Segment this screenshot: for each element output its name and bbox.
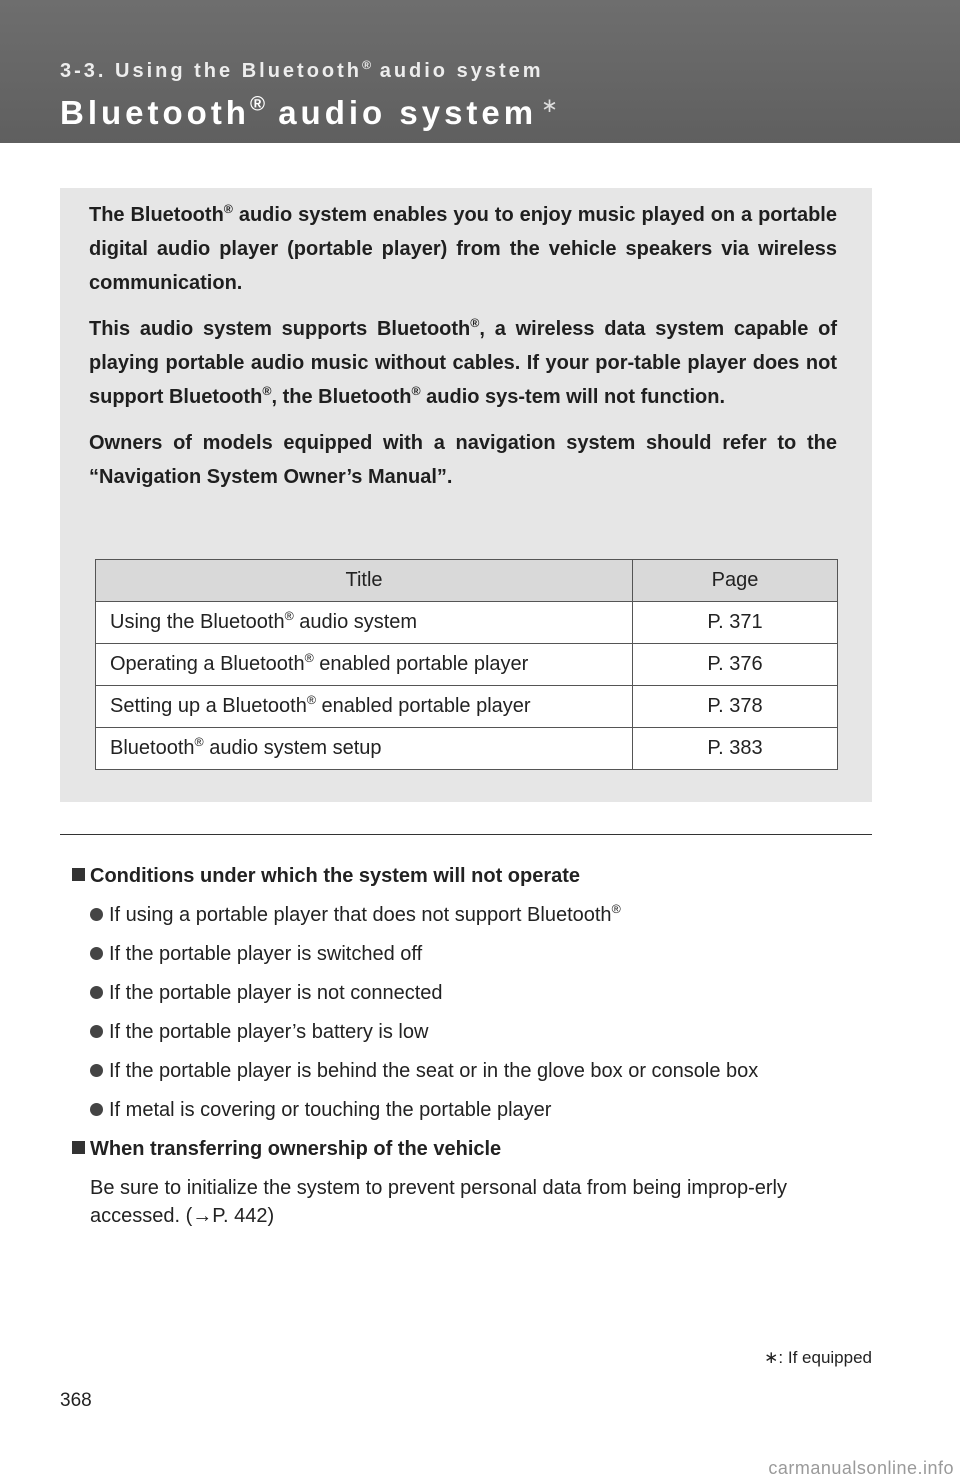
list-item: If the portable player is not connected [72,979,862,1018]
list-item: If the portable player is switched off [72,940,862,979]
row-page-link[interactable]: P. 376 [633,644,838,686]
intro-paragraph-2: This audio system supports Bluetooth®, a wireless data system capable of playing portable audio music without cables. If your por-table player does not support Bluetooth®, the Bluetooth® audio sys-tem will not function. [89,315,837,408]
row-title: Bluetooth® audio system setup [96,728,633,770]
list-item: If metal is covering or touching the portable player [72,1096,862,1135]
intro-paragraph-1: The Bluetooth® audio system enables you to enjoy music played on a portable digital audio player (portable player) from the vehicle speakers via wireless communication. [89,201,837,294]
square-bullet-icon [72,1141,85,1154]
page-title: Bluetooth® audio system ∗ [60,92,562,131]
table-row[interactable] [96,686,838,728]
list-item: If using a portable player that does not support Bluetooth® [72,901,862,940]
note-heading-ownership: When transferring ownership of the vehicle [72,1135,862,1174]
table-row[interactable] [96,602,838,644]
bullet-icon [90,1064,103,1077]
page-number: 368 [60,1390,92,1411]
asterisk-icon: ∗ [764,1348,779,1367]
contents-table [95,559,838,770]
row-title: Operating a Bluetooth® enabled portable player [96,644,633,686]
column-header-page: Page [633,560,838,602]
row-title: Setting up a Bluetooth® enabled portable player [96,686,633,728]
intro-paragraph-3: Owners of models equipped with a navigation system should refer to the “Navigation System Owner’s Manual”. [89,432,837,488]
table-header-row [96,560,838,602]
bullet-icon [90,908,103,921]
intro-text [89,198,837,506]
bullet-icon [90,1103,103,1116]
page-reference-link[interactable]: P. 442) [212,1205,275,1227]
list-item: If the portable player’s battery is low [72,1018,862,1057]
table-row[interactable] [96,728,838,770]
row-page-link[interactable]: P. 378 [633,686,838,728]
chapter-header [0,0,960,143]
note-heading-conditions: Conditions under which the system will not operate [72,862,862,901]
square-bullet-icon [72,868,85,881]
arrow-icon: → [192,1205,213,1227]
list-item: If the portable player is behind the seat or in the glove box or console box [72,1057,862,1096]
row-title: Using the Bluetooth® audio system [96,602,633,644]
bullet-icon [90,1025,103,1038]
section-divider [60,834,872,835]
bullet-icon [90,947,103,960]
column-header-title: Title [96,560,633,602]
section-label: 3-3. Using the Bluetooth® audio system [60,57,544,82]
bullet-icon [90,986,103,999]
row-page-link[interactable]: P. 383 [633,728,838,770]
asterisk-icon: ∗ [541,95,562,117]
row-page-link[interactable]: P. 371 [633,602,838,644]
notes-section [72,862,862,1230]
watermark: carmanualsonline.info [768,1458,954,1478]
note-body-ownership: Be sure to initialize the system to prevent personal data from being improp-erly accessed. (→P. 442) [90,1177,788,1227]
table-row[interactable] [96,644,838,686]
footnote: ∗: If equipped [764,1348,872,1367]
